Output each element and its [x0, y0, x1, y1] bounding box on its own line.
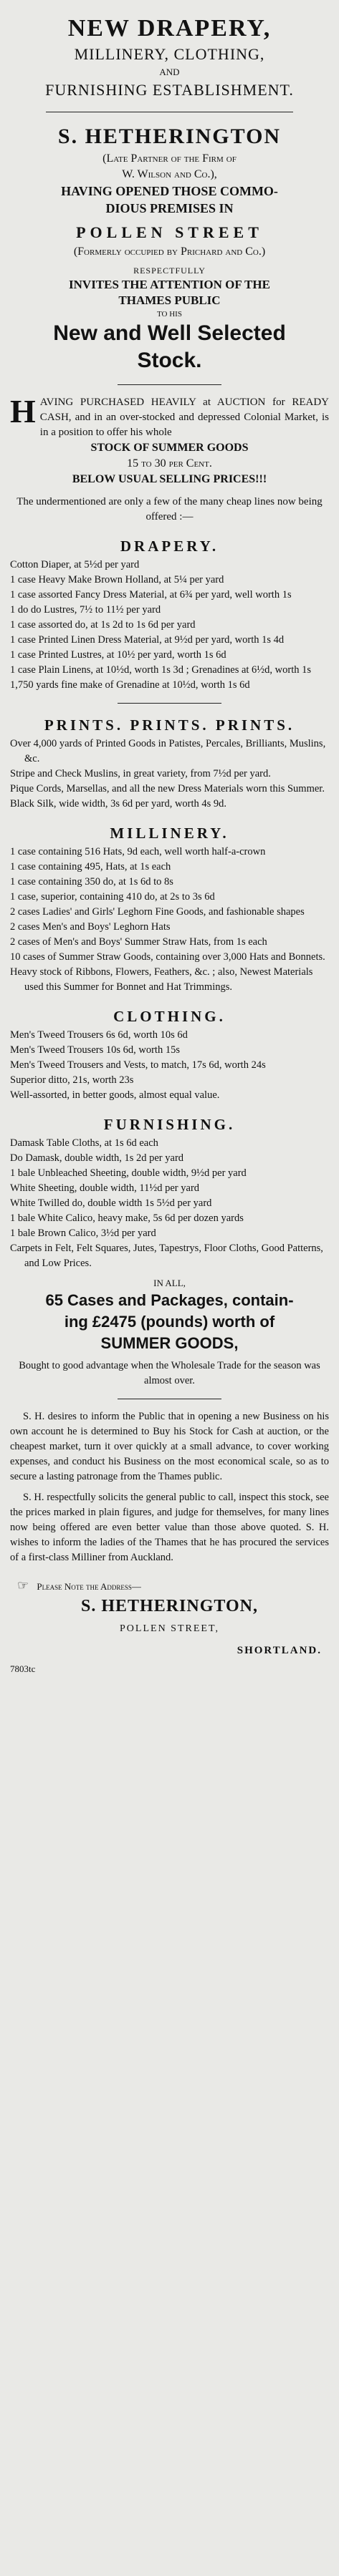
list-item: 1 bale Brown Calico, 3½d per yard — [10, 1228, 156, 1239]
list-item: 1 bale Unbleached Sheeting, double width, 9½d per yard — [10, 1167, 247, 1179]
late-partner-2: W. Wilson and Co.), — [122, 168, 217, 180]
late-partner-line — [10, 151, 329, 183]
list-item: 1 case containing 495, Hats, at 1s each — [10, 861, 171, 873]
formerly-occupied: (Formerly occupied by Prichard and Co.) — [73, 246, 266, 258]
section-prints — [10, 714, 329, 812]
intro-paragraph — [10, 395, 329, 440]
late-partner-1: (Late Partner of the Firm of — [102, 152, 237, 165]
list-item: 2 cases of Men's and Boys' Summer Straw Hats, from 1s each — [10, 936, 267, 948]
ad-subtitle-and: AND — [159, 67, 180, 77]
section-title: CLOTHING. — [113, 1008, 226, 1025]
opened-premises-1: HAVING OPENED THOSE COMMO- — [61, 184, 278, 198]
list-item: 1 case Heavy Make Brown Holland, at 5¼ per yard — [10, 574, 224, 585]
intro-percent: 15 to 30 per Cent. — [127, 457, 212, 470]
section-furnishing — [10, 1113, 329, 1271]
pointing-hand-icon: ☞ — [17, 1578, 29, 1593]
section-title: PRINTS. PRINTS. PRINTS. — [44, 716, 295, 734]
cases-line-1: 65 Cases and Packages, contain- — [45, 1291, 294, 1309]
cases-line-2: ing £2475 (pounds) worth of — [64, 1313, 275, 1331]
list-item: Black Silk, wide width, 3s 6d per yard, worth 4s 9d. — [10, 798, 227, 810]
list-item: 1,750 yards fine make of Grenadine at 10½d, worth 1s 6d — [10, 679, 250, 691]
intro-text: AVING PURCHASED HEAVILY at AUCTION for READY CASH, and in an over-stocked and depressed Colonial Market, is in a position to offer his whole — [39, 397, 329, 438]
bought-note: Bought to good advantage when the Wholesale Trade for the season was almost over. — [19, 1360, 320, 1386]
please-note-text: Please Note the Address— — [37, 1581, 141, 1592]
paragraph-business: S. H. desires to inform the Public that in opening a new Business on his own account he is determined to Buy his Stock for Cash at auction, or the cheapest market, turn it over quickly at a small advance, to cover working expenses, and conduct his Business on the most economical scale, so as to secure a lasting patronage from the Thames public. — [10, 1411, 329, 1482]
list-item: Men's Tweed Trousers 10s 6d, worth 15s — [10, 1044, 180, 1056]
list-item: Pique Cords, Marsellas, and all the new Dress Materials worn this Summer. — [10, 783, 325, 794]
invites — [10, 277, 329, 308]
stock-heading-2: Stock. — [137, 349, 202, 372]
list-item: 2 cases Ladies' and Girls' Leghorn Fine Goods, and fashionable shapes — [10, 906, 305, 918]
list-item: 10 cases of Summer Straw Goods, containing over 3,000 Hats and Bonnets. — [10, 951, 325, 963]
proprietor-name: S. HETHERINGTON — [57, 125, 282, 148]
street-name: POLLEN STREET — [76, 223, 263, 241]
list-item: Men's Tweed Trousers 6s 6d, worth 10s 6d — [10, 1029, 188, 1041]
list-item: White Sheeting, double width, 11½d per yard — [10, 1182, 200, 1194]
intro-below: BELOW USUAL SELLING PRICES!!! — [72, 473, 267, 485]
section-clothing — [10, 1005, 329, 1103]
list-item: Carpets in Felt, Felt Squares, Jutes, Tapestrys, Floor Cloths, Good Patterns, and Low Prices. — [10, 1243, 323, 1269]
opened-premises — [10, 183, 329, 217]
list-item: 1 case Printed Linen Dress Material, at 9½d per yard, worth 1s 4d — [10, 634, 285, 646]
section-title: FURNISHING. — [103, 1116, 236, 1133]
drop-cap: H — [10, 393, 36, 429]
invites-1: INVITES THE ATTENTION OF THE — [69, 278, 270, 291]
divider — [118, 384, 221, 385]
section-drapery — [10, 535, 329, 693]
ad-subtitle-line2: FURNISHING ESTABLISHMENT. — [45, 81, 294, 99]
lead-text: The undermentioned are only a few of the many cheap lines now being offered :— — [16, 496, 323, 523]
list-item: Do Damask, double width, 1s 2d per yard — [10, 1152, 184, 1164]
advertisement — [10, 10, 329, 1676]
respectfully: RESPECTFULLY — [133, 266, 206, 276]
address-town: SHORTLAND. — [237, 1645, 322, 1656]
list-item: 1 case assorted do, at 1s 2d to 1s 6d per yard — [10, 619, 196, 631]
list-item: 1 bale White Calico, heavy make, 5s 6d per dozen yards — [10, 1212, 244, 1224]
please-note — [10, 1578, 329, 1594]
list-item: Over 4,000 yards of Printed Goods in Patistes, Percales, Brilliants, Muslins, &c. — [10, 738, 326, 764]
intro-stock-line: STOCK OF SUMMER GOODS — [90, 442, 249, 454]
ad-title: NEW DRAPERY, — [67, 15, 272, 42]
section-title: DRAPERY. — [120, 538, 219, 555]
paragraph-solicits: S. H. respectfully solicits the general public to call, inspect this stock, see the prices marked in plain figures, and judge for themselves, for many lines now being offered are even better value than those above quoted. S. H. wishes to inform the ladies of the Thames that he has procured the services of a first-class Milliner from Auckland. — [10, 1492, 329, 1563]
list-item: Cotton Diaper, at 5½d per yard — [10, 559, 140, 570]
opened-premises-2: DIOUS PREMISES IN — [105, 201, 234, 215]
list-item: White Twilled do, double width 1s 5½d per yard — [10, 1197, 212, 1209]
list-item: Heavy stock of Ribbons, Flowers, Feathers, &c. ; also, Newest Materials used this Summer for Bonnet and Hat Trimmings. — [10, 966, 313, 993]
in-all-label: IN ALL, — [153, 1278, 186, 1288]
list-item: 1 case containing 350 do, at 1s 6d to 8s — [10, 876, 173, 888]
cases-heading — [10, 1290, 329, 1354]
list-item: 1 case Plain Linens, at 10½d, worth 1s 3d ; Grenadines at 6½d, worth 1s — [10, 664, 312, 676]
list-item: Superior ditto, 21s, worth 23s — [10, 1074, 134, 1086]
invites-2: THAMES PUBLIC — [118, 293, 221, 307]
list-item: Well-assorted, in better goods, almost equal value. — [10, 1089, 220, 1101]
stock-heading — [10, 320, 329, 374]
address-street: POLLEN STREET, — [120, 1623, 219, 1634]
divider — [118, 703, 221, 704]
list-item: 1 case Printed Lustres, at 10½ per yard, worth 1s 6d — [10, 649, 226, 661]
list-item: 1 do do Lustres, 7½ to 11½ per yard — [10, 604, 161, 616]
ad-reference: 7803tc — [10, 1663, 36, 1674]
list-item: 1 case containing 516 Hats, 9d each, well worth half-a-crown — [10, 846, 266, 857]
list-item: Stripe and Check Muslins, in great variety, from 7½d per yard. — [10, 768, 271, 779]
cases-line-3: SUMMER GOODS, — [100, 1334, 239, 1352]
list-item: Damask Table Cloths, at 1s 6d each — [10, 1137, 158, 1149]
ad-subtitle-line1: MILLINERY, CLOTHING, — [74, 45, 265, 63]
to-his: TO HIS — [157, 310, 182, 319]
list-item: Men's Tweed Trousers and Vests, to match, 17s 6d, worth 24s — [10, 1059, 266, 1071]
address-name: S. HETHERINGTON, — [81, 1597, 258, 1615]
list-item: 1 case, superior, containing 410 do, at 2s to 3s 6d — [10, 891, 215, 903]
list-item: 1 case assorted Fancy Dress Material, at 6¾ per yard, well worth 1s — [10, 589, 292, 601]
list-item: 2 cases Men's and Boys' Leghorn Hats — [10, 921, 171, 933]
section-title: MILLINERY. — [110, 825, 229, 842]
stock-heading-1: New and Well Selected — [53, 321, 286, 345]
section-millinery — [10, 822, 329, 995]
